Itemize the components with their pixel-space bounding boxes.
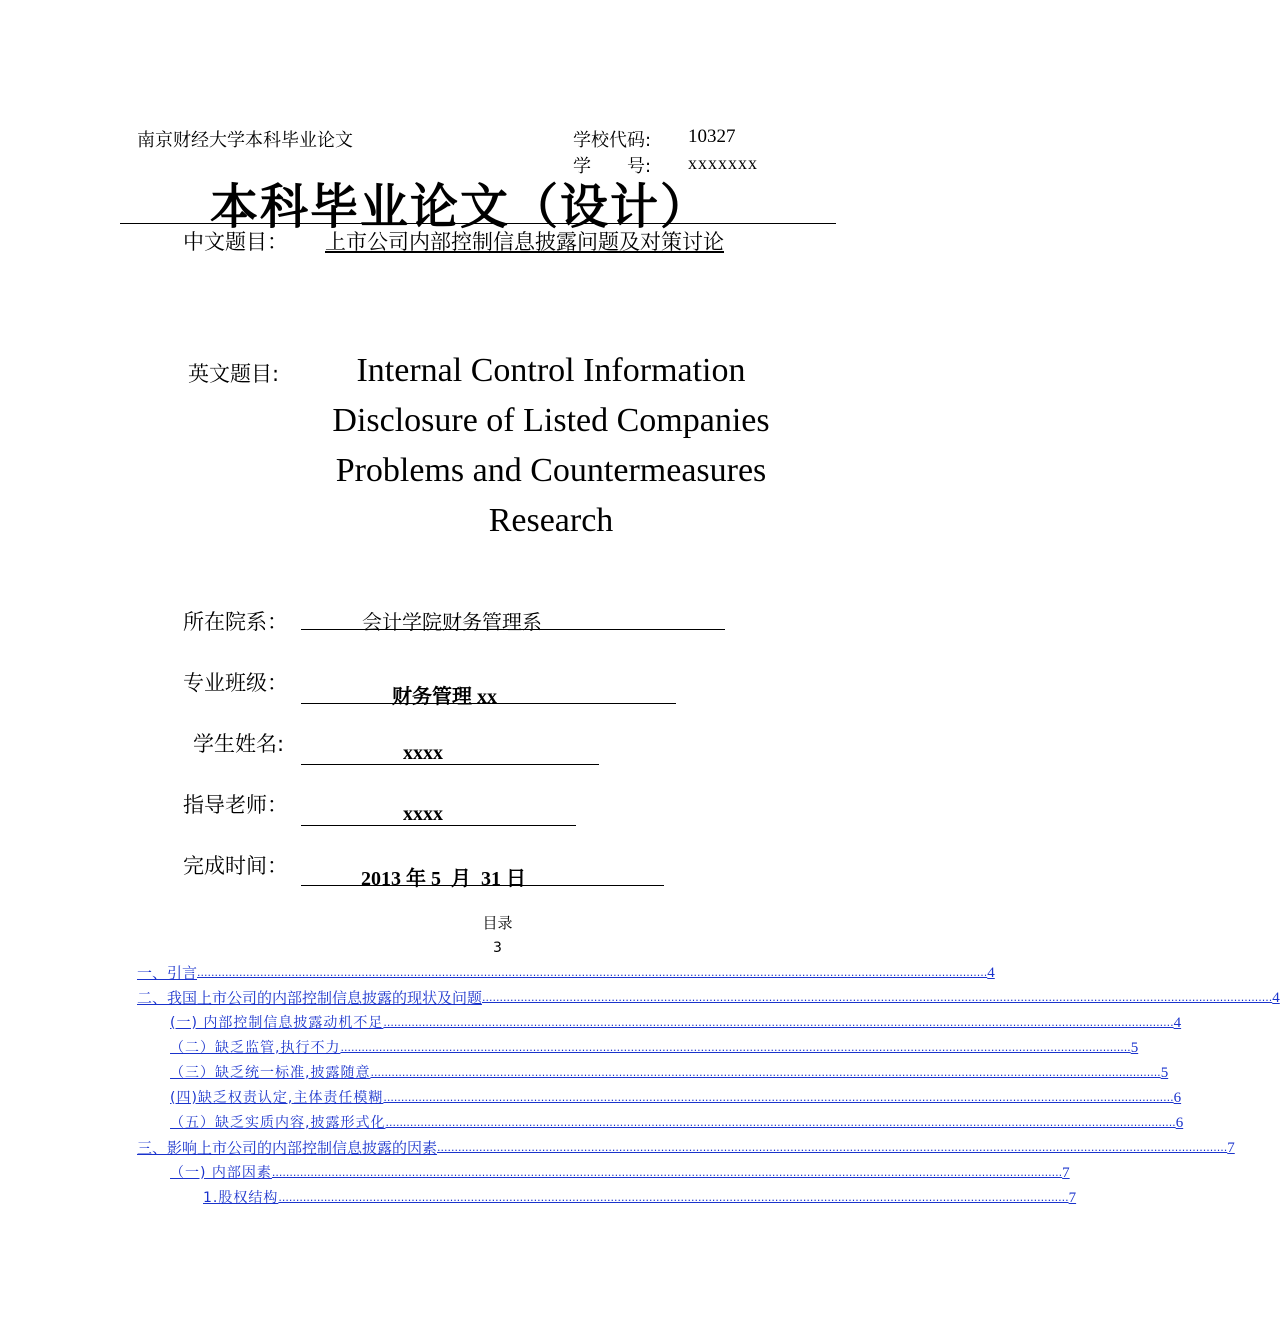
toc-entry-responsibility[interactable] xyxy=(170,1087,1182,1107)
toc-title: 目录 xyxy=(482,914,513,932)
toc-entry-factors[interactable] xyxy=(137,1137,1235,1157)
toc-entry-text: （三）缺乏统一标准,披露随意 xyxy=(170,1065,371,1081)
toc-entry-internal-factors[interactable] xyxy=(170,1162,1070,1182)
toc-entry-page: 4 xyxy=(987,965,995,981)
department-label: 所在院系： xyxy=(183,610,288,634)
department-underline xyxy=(301,629,725,630)
toc-entry-text: (四)缺乏权责认定,主体责任模糊 xyxy=(170,1090,384,1106)
student-name-underline xyxy=(301,764,599,765)
toc-entry-page: 5 xyxy=(1160,1065,1169,1081)
toc-dot-leader: .................................................................................................................................................................................................................................. xyxy=(271,1166,1063,1179)
toc-entry-text: 二、我国上市公司的内部控制信息披露的现状及问题 xyxy=(137,989,483,1007)
toc-entry-text: 1.股权结构 xyxy=(203,1190,279,1206)
toc-entry-page: 7 xyxy=(1068,1190,1077,1206)
toc-entry-text: （一) 内部因素 xyxy=(170,1165,272,1181)
toc-entry-page: 7 xyxy=(1227,1140,1235,1156)
toc-entry-text: 三、影响上市公司的内部控制信息披露的因素 xyxy=(137,1139,438,1157)
toc-dot-leader: .................................................................................................................................................................................................................................. xyxy=(385,1116,1176,1129)
toc-dot-leader: .................................................................................................................................................................................................................................. xyxy=(278,1191,1069,1204)
toc-page-marker: 3 xyxy=(493,940,502,956)
chinese-title-label: 中文题目： xyxy=(183,230,288,254)
chinese-title-value: 上市公司内部控制信息披露问题及对策讨论 xyxy=(325,230,724,254)
toc-entry-current-status[interactable] xyxy=(137,987,1280,1007)
english-title-label: 英文题目: xyxy=(188,362,280,386)
title-divider xyxy=(120,223,836,224)
toc-entry-text: （五）缺乏实质内容,披露形式化 xyxy=(170,1115,386,1131)
toc-dot-leader: .................................................................................................................................................................................................................................. xyxy=(340,1041,1131,1054)
toc-dot-leader: .................................................................................................................................................................................................................................. xyxy=(482,991,1273,1004)
toc-dot-leader: .................................................................................................................................................................................................................................. xyxy=(370,1066,1161,1079)
advisor-label: 指导老师： xyxy=(183,793,288,817)
toc-dot-leader: .................................................................................................................................................................................................................................. xyxy=(197,966,988,979)
toc-entry-supervision[interactable] xyxy=(170,1037,1139,1057)
toc-entry-text: (一) 内部控制信息披露动机不足 xyxy=(170,1015,384,1031)
completion-date-underline xyxy=(301,885,664,886)
toc-entry-ownership-structure[interactable] xyxy=(203,1187,1077,1207)
department-value: 会计学院财务管理系 xyxy=(362,610,542,634)
toc-dot-leader: .................................................................................................................................................................................................................................. xyxy=(383,1016,1174,1029)
toc-entry-text: 一、引言 xyxy=(137,964,198,982)
advisor-underline xyxy=(301,825,576,826)
major-class-value: 财务管理 xx xyxy=(392,686,497,708)
toc-entry-page: 7 xyxy=(1062,1165,1070,1181)
major-class-underline xyxy=(301,703,676,704)
completion-date-value: 2013 年 5 月 31 日 xyxy=(361,868,526,890)
toc-entry-formalism[interactable] xyxy=(170,1112,1184,1132)
toc-dot-leader: .................................................................................................................................................................................................................................. xyxy=(383,1091,1174,1104)
university-line: 南京财经大学本科毕业论文 xyxy=(137,130,353,151)
advisor-value: xxxx xyxy=(403,803,443,825)
student-id-value: xxxxxxx xyxy=(688,153,758,173)
toc-entry-page: 6 xyxy=(1173,1090,1182,1106)
student-name-value: xxxx xyxy=(403,742,443,764)
toc-entry-standards[interactable] xyxy=(170,1062,1169,1082)
toc-entry-page: 6 xyxy=(1175,1115,1184,1131)
main-title: 本科毕业论文（设计） xyxy=(209,179,710,235)
toc-entry-page: 5 xyxy=(1130,1040,1139,1056)
english-title-value: Internal Control Information Disclosure of Listed Companies Problems and Countermeasures Research xyxy=(332,352,770,539)
student-name-label: 学生姓名: xyxy=(193,732,285,756)
toc-entry-page: 4 xyxy=(1272,990,1280,1006)
student-id-label: 学 号: xyxy=(573,156,652,177)
toc-entry-text: （二）缺乏监管,执行不力 xyxy=(170,1040,341,1056)
toc-entry-motivation[interactable] xyxy=(170,1012,1182,1032)
major-class-label: 专业班级： xyxy=(183,671,288,695)
school-code-label: 学校代码: xyxy=(573,130,652,151)
school-code-value: 10327 xyxy=(688,126,736,147)
completion-date-label: 完成时间： xyxy=(183,854,288,878)
toc-entry-intro[interactable] xyxy=(137,962,995,982)
toc-dot-leader: .................................................................................................................................................................................................................................. xyxy=(437,1141,1228,1154)
toc-entry-page: 4 xyxy=(1173,1015,1182,1031)
